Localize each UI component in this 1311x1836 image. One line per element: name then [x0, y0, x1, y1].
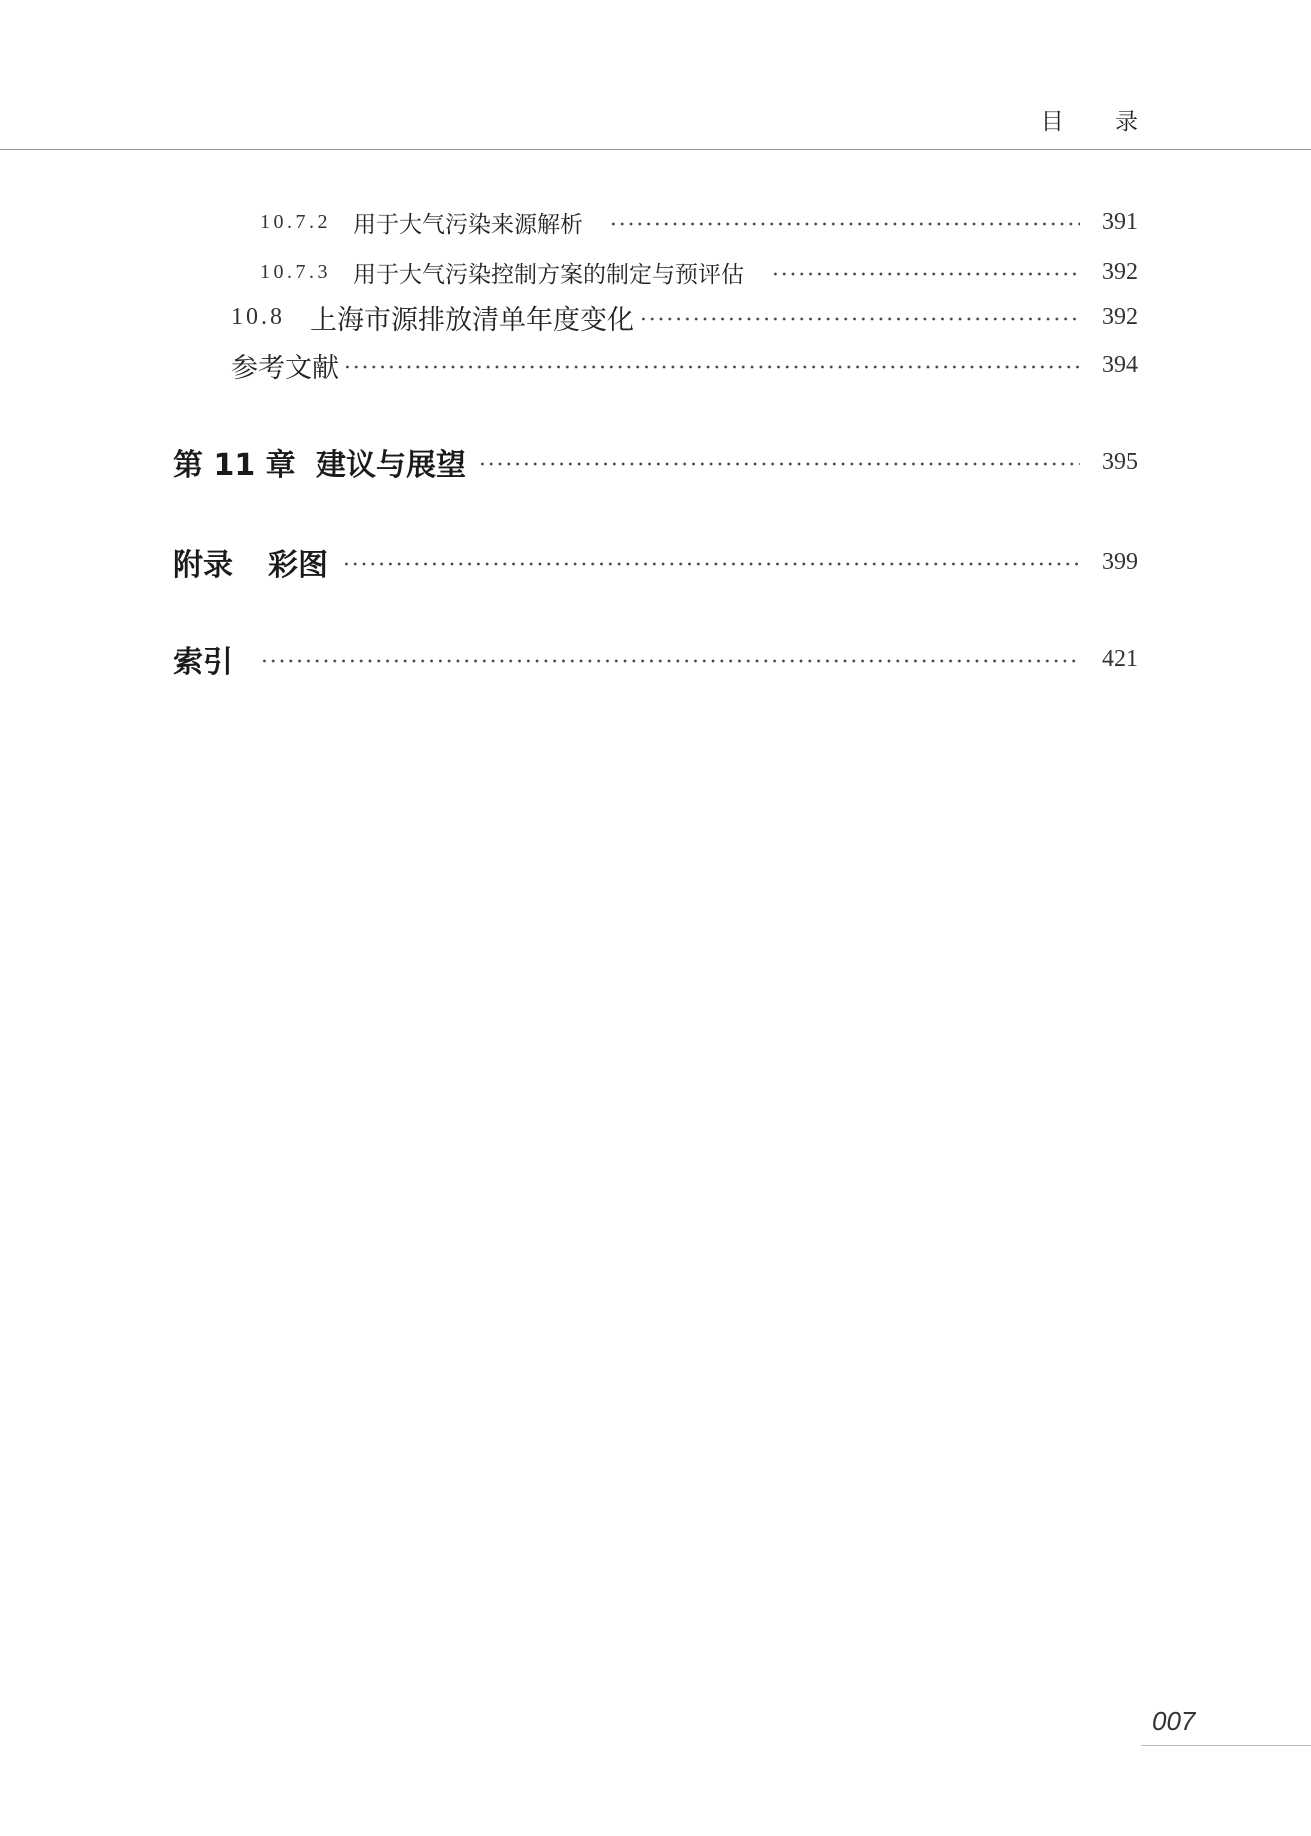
footer-rule [1141, 1745, 1311, 1746]
section-number: 10.7.3 [260, 260, 331, 283]
entry-title: 用于大气污染控制方案的制定与预评估 [353, 261, 744, 288]
section-number: 10.7.2 [260, 210, 331, 233]
dot-leader [771, 272, 1080, 276]
entry-title: 用于大气污染来源解析 [353, 211, 583, 238]
toc-entry-appendix [173, 542, 1138, 582]
toc-entry-chapter-11 [173, 442, 1138, 482]
entry-title: 上海市源排放清单年度变化 [310, 304, 634, 336]
dot-leader [260, 659, 1080, 663]
entry-title: 参考文献 [231, 352, 339, 384]
appendix-title: 彩图 [268, 548, 328, 583]
chapter-number: 第 11 章 [173, 448, 296, 483]
page-number: 392 [1102, 303, 1138, 330]
chapter-title: 建议与展望 [316, 448, 466, 483]
page-number: 395 [1102, 448, 1138, 475]
index-title: 索引 [173, 645, 233, 680]
folio-page-number: 007 [1152, 1706, 1196, 1736]
page-number: 394 [1102, 351, 1138, 378]
dot-leader [639, 317, 1080, 321]
running-header-title: 目 录 [1040, 109, 1138, 135]
toc-entry-10-7-2 [260, 202, 1138, 242]
page-number: 421 [1102, 645, 1138, 672]
dot-leader [342, 562, 1080, 566]
page-number: 391 [1102, 208, 1138, 235]
page-number: 392 [1102, 258, 1138, 285]
dot-leader [343, 365, 1080, 369]
dot-leader [478, 462, 1080, 466]
toc-entry-index [173, 639, 1138, 679]
toc-entry-10-7-3 [260, 252, 1138, 292]
dot-leader [609, 222, 1080, 226]
header-rule [0, 149, 1311, 150]
appendix-label: 附录 [173, 548, 233, 583]
toc-entry-references [231, 345, 1138, 385]
page-number: 399 [1102, 548, 1138, 575]
toc-entry-10-8 [231, 297, 1138, 337]
section-number: 10.8 [231, 303, 285, 330]
